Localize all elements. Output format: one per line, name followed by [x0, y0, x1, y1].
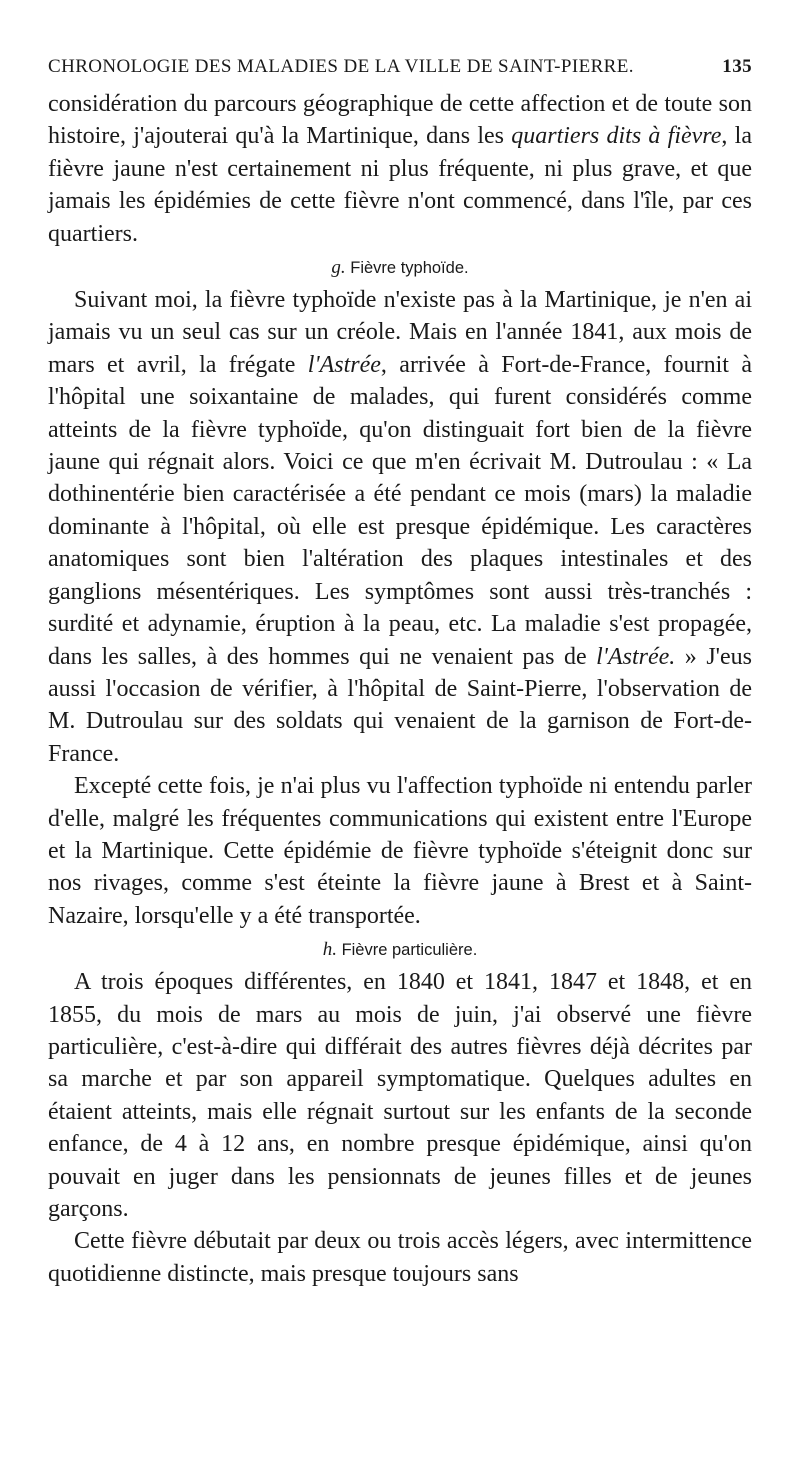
paragraph-1-text-a: considération du parcours géographique de cette affection et de toute son histoire, j'ajouterai qu'à la Martinique, dans les: [48, 91, 752, 150]
paragraph-1: [48, 88, 752, 250]
section-letter-h: h.: [322, 939, 337, 961]
body-text: [48, 88, 752, 1290]
paragraph-2: [48, 284, 752, 770]
paragraph-4: A trois époques différentes, en 1840 et 1841, 1847 et 1848, et en 1855, du mois de mars au mois de juin, j'ai observé une fièvre particulière, c'est-à-dire qui différait des autres fièvres déjà décrites par sa marche et par son appareil symptomatique. Quelques adultes en étaient atteints, mais elle régnait surtout sur les enfants de la seconde enfance, de 4 à 12 ans, en nombre presque épidémique, ainsi qu'on pouvait en juger dans les pensionnats de jeunes filles et de jeunes garçons.: [48, 969, 752, 1222]
running-head: [48, 50, 752, 84]
section-title-g: Fièvre typhoïde.: [350, 259, 469, 278]
section-heading-h: [48, 938, 752, 962]
paragraph-2-text-a: Suivant moi, la fièvre typhoïde n'existe pas à la Martinique, je n'en ai jamais vu un seul cas sur un créole. Mais en l'année 1841, aux mois de mars et avril, la frégate: [48, 287, 752, 378]
page: [48, 50, 752, 1290]
paragraph-2-text-b: , arrivée à Fort-de-France, fournit à l'hôpital une soixantaine de malades, qui furent considérés comme atteints de la fièvre typhoïde, qu'on distinguait fort bien de la fièvre jaune qui régnait alors. Voici ce que m'en écrivait M. Dutroulau : « La dothinentérie bien caractérisée a été pendant ce mois (mars) la maladie dominante à l'hôpital, où elle est presque épidémique. Les caractères anatomiques sont bien l'altération des plaques intestinales et des ganglions mésentériques. Les symptômes sont aussi très-tranchés : surdité et adynamie, éruption à la peau, etc. La maladie s'est propagée, dans les salles, à des hommes qui ne venaient pas de: [48, 351, 752, 670]
running-head-title: CHRONOLOGIE DES MALADIES DE LA VILLE DE SAINT-PIERRE.: [48, 56, 634, 77]
section-heading-g: [48, 256, 752, 280]
paragraph-1-text-b: , la fièvre jaune n'est certainement ni plus fréquente, ni plus grave, et que jamais les épidémies de cette fièvre n'ont commencé, dans l'île, par ces quartiers.: [48, 123, 752, 247]
section-title-h: Fièvre particulière.: [341, 941, 478, 960]
paragraph-2-italic-a: l'Astrée: [307, 351, 381, 378]
paragraph-5: Cette fièvre débutait par deux ou trois accès légers, avec intermittence quotidienne distincte, mais presque toujours sans: [48, 1228, 752, 1287]
paragraph-1-italic: quartiers dits à fièvre: [511, 123, 722, 150]
section-letter-g: g.: [331, 257, 346, 279]
paragraph-3: Excepté cette fois, je n'ai plus vu l'affection typhoïde ni entendu parler d'elle, malgré les fréquentes communications qui existent entre l'Europe et la Martinique. Cette épidémie de fièvre typhoïde s'éteignit donc sur nos rivages, comme s'est éteinte la fièvre jaune à Brest et à Saint-Nazaire, lorsqu'elle y a été transportée.: [48, 773, 752, 929]
paragraph-2-text-c: » J'eus aussi l'occasion de vérifier, à l'hôpital de Saint-Pierre, l'observation de M. Dutroulau sur des soldats qui venaient de la garnison de Fort-de-France.: [48, 643, 753, 767]
page-number: 135: [722, 56, 752, 77]
paragraph-2-italic-b: l'Astrée.: [596, 643, 676, 670]
